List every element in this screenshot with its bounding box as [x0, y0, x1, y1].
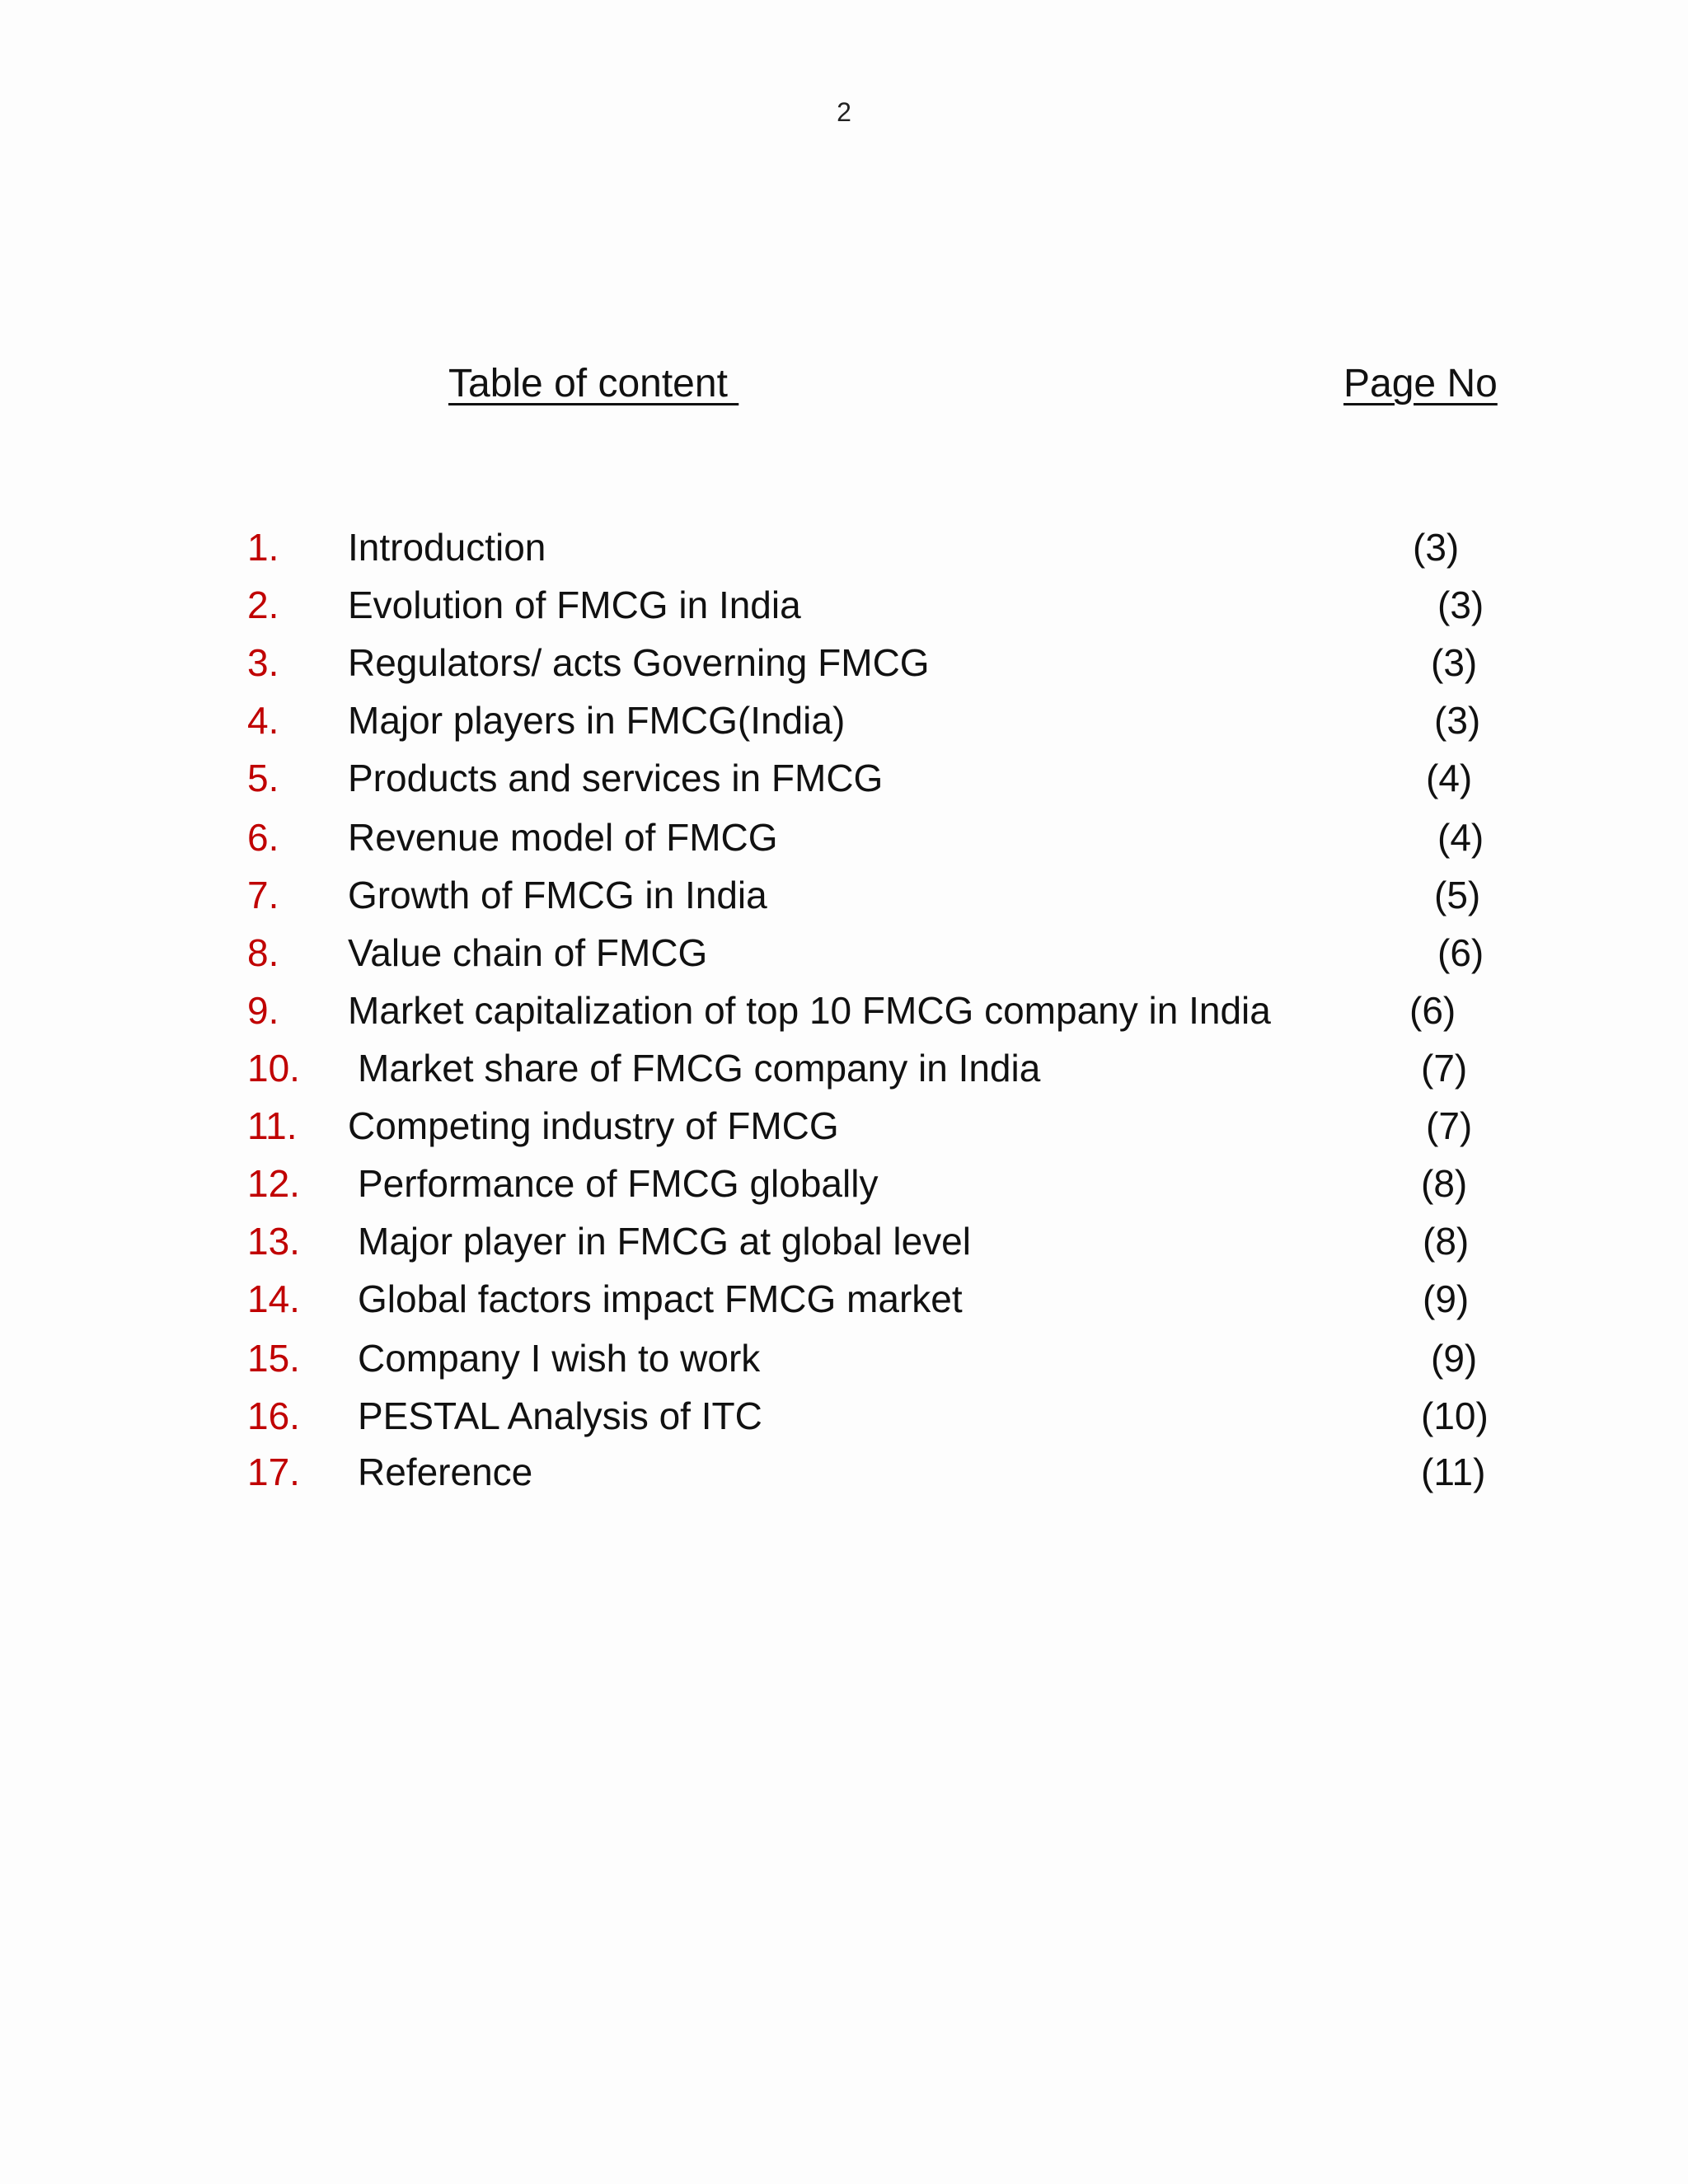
toc-number: 12.	[247, 1162, 300, 1205]
toc-page: (8)	[1423, 1220, 1470, 1263]
toc-page: (3)	[1431, 641, 1478, 684]
toc-title: Reference	[358, 1451, 533, 1493]
toc-row[interactable]	[0, 928, 1688, 977]
toc-row[interactable]	[0, 1101, 1688, 1151]
page-number: 2	[837, 97, 851, 127]
toc-number: 5.	[247, 757, 279, 799]
toc-page: (3)	[1437, 583, 1484, 626]
toc-title: Introduction	[348, 526, 546, 569]
toc-number: 2.	[247, 583, 279, 626]
toc-page: (10)	[1421, 1394, 1489, 1437]
toc-row[interactable]	[0, 638, 1688, 687]
toc-title: Global factors impact FMCG market	[358, 1277, 963, 1320]
toc-page: (4)	[1437, 816, 1484, 859]
toc-number: 15.	[247, 1337, 300, 1380]
toc-row[interactable]	[0, 1274, 1688, 1324]
toc-number: 11.	[247, 1104, 298, 1147]
toc-row[interactable]	[0, 1333, 1688, 1383]
toc-number: 13.	[247, 1220, 300, 1263]
toc-number: 3.	[247, 641, 279, 684]
toc-page: (6)	[1409, 989, 1456, 1032]
toc-row[interactable]	[0, 870, 1688, 920]
toc-page: (11)	[1421, 1451, 1486, 1493]
toc-number: 14.	[247, 1277, 300, 1320]
toc-page: (4)	[1426, 757, 1473, 799]
toc-page: (3)	[1434, 699, 1481, 742]
toc-heading: Table of content	[448, 362, 739, 405]
toc-row[interactable]	[0, 1391, 1688, 1441]
toc-title: PESTAL Analysis of ITC	[358, 1394, 762, 1437]
toc-number: 8.	[247, 931, 279, 974]
toc-number: 1.	[247, 526, 279, 569]
toc-number: 16.	[247, 1394, 300, 1437]
toc-page: (5)	[1434, 874, 1481, 916]
toc-row[interactable]	[0, 813, 1688, 862]
toc-title: Competing industry of FMCG	[348, 1104, 839, 1147]
toc-row[interactable]	[0, 696, 1688, 745]
toc-page: (8)	[1421, 1162, 1468, 1205]
toc-title: Growth of FMCG in India	[348, 874, 767, 916]
toc-title: Market capitalization of top 10 FMCG company in India	[348, 989, 1271, 1032]
toc-row[interactable]	[0, 1447, 1688, 1497]
toc-page: (7)	[1426, 1104, 1473, 1147]
toc-number: 4.	[247, 699, 279, 742]
toc-title: Value chain of FMCG	[348, 931, 708, 974]
toc-row[interactable]	[0, 523, 1688, 572]
toc-page: (9)	[1423, 1277, 1470, 1320]
toc-title: Evolution of FMCG in India	[348, 583, 801, 626]
toc-title: Revenue model of FMCG	[348, 816, 778, 859]
toc-number: 6.	[247, 816, 279, 859]
toc-row[interactable]	[0, 986, 1688, 1035]
toc-row[interactable]	[0, 1159, 1688, 1208]
toc-page: (3)	[1413, 526, 1460, 569]
toc-row[interactable]	[0, 580, 1688, 630]
toc-title: Regulators/ acts Governing FMCG	[348, 641, 930, 684]
toc-number: 17.	[247, 1451, 300, 1493]
toc-row[interactable]	[0, 753, 1688, 803]
toc-number: 10.	[247, 1047, 300, 1090]
toc-row[interactable]	[0, 1216, 1688, 1266]
toc-page: (6)	[1437, 931, 1484, 974]
toc-row[interactable]	[0, 1043, 1688, 1093]
toc-number: 9.	[247, 989, 279, 1032]
toc-title: Company I wish to work	[358, 1337, 761, 1380]
toc-title: Major players in FMCG(India)	[348, 699, 846, 742]
toc-number: 7.	[247, 874, 279, 916]
toc-page: (9)	[1431, 1337, 1478, 1380]
toc-title: Market share of FMCG company in India	[358, 1047, 1041, 1090]
page-no-heading: Page No	[1343, 362, 1498, 405]
toc-title: Products and services in FMCG	[348, 757, 884, 799]
toc-title: Major player in FMCG at global level	[358, 1220, 971, 1263]
toc-page: (7)	[1421, 1047, 1468, 1090]
toc-title: Performance of FMCG globally	[358, 1162, 879, 1205]
